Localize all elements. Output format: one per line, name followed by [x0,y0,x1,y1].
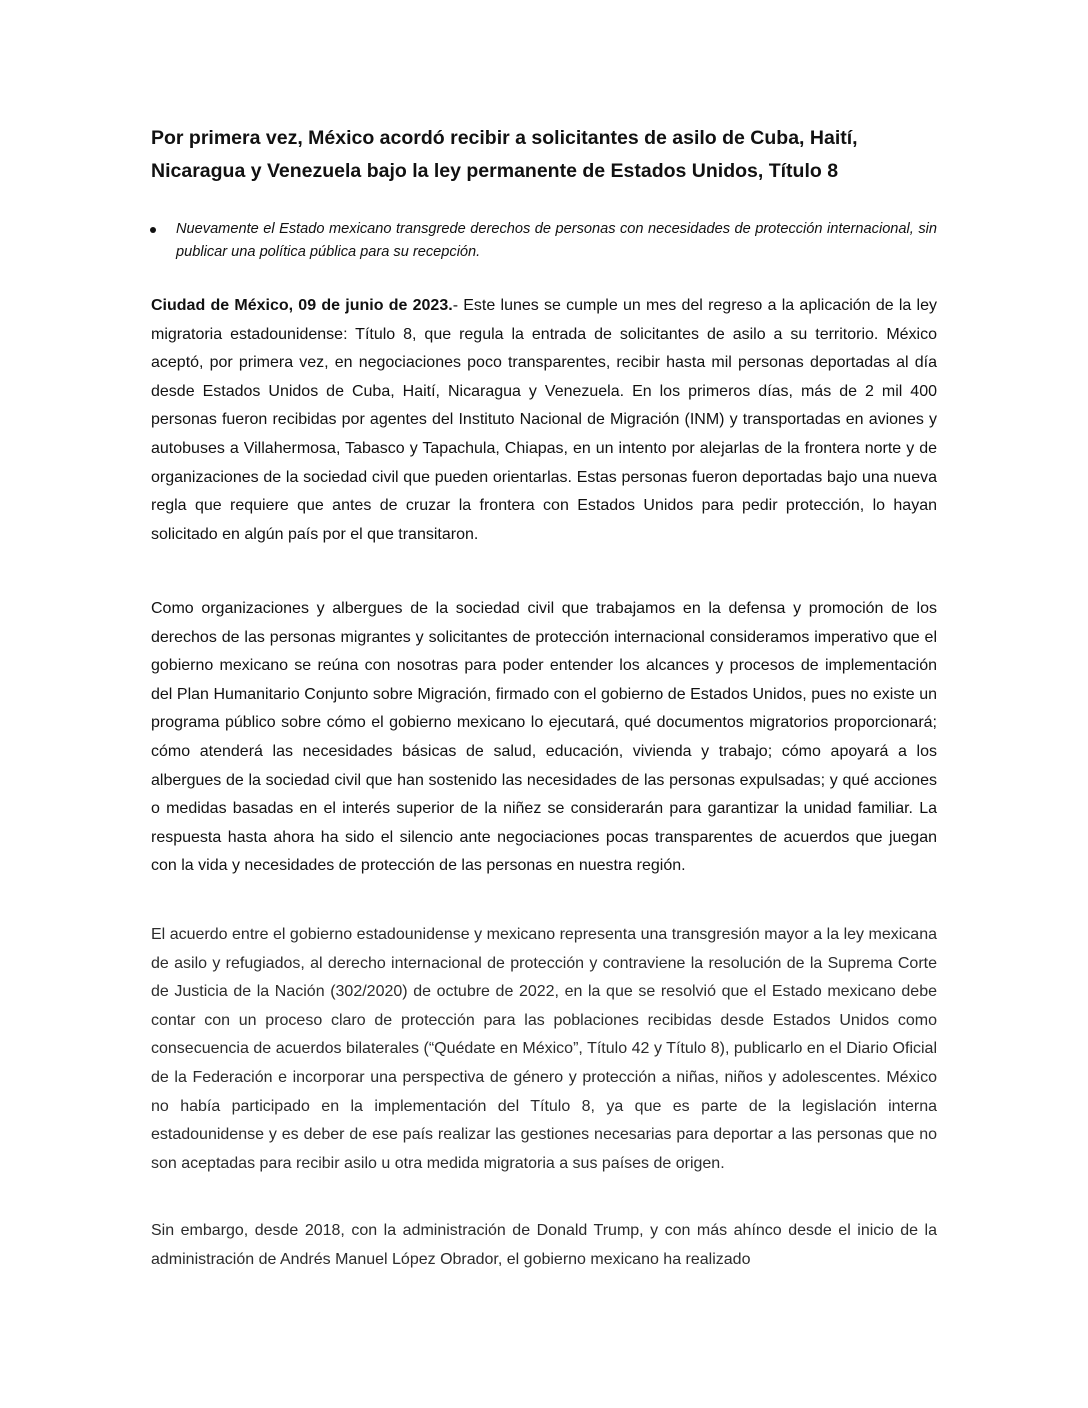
paragraph-2: Como organizaciones y albergues de la sociedad civil que trabajamos en la defensa y promoción de los derechos de las personas migrantes y solicitantes de protección internacional consideramos imperativo que el gobierno mexicano se reúna con nosotras para poder entender los alcances y procesos de implementación del Plan Humanitario Conjunto sobre Migración, firmado con el gobierno de Estados Unidos, pues no existe un programa público sobre cómo el gobierno mexicano lo ejecutará, qué documentos migratorios proporcionará; cómo atenderá las necesidades básicas de salud, educación, vivienda y trabajo; cómo apoyará a los albergues de la sociedad civil que han sostenido las necesidades de las personas expulsadas; y qué acciones o medidas basadas en el interés superior de la niñez se considerarán para garantizar la unidad familiar. La respuesta hasta ahora ha sido el silencio ante negociaciones pocas transparentes de acuerdos que juegan con la vida y necesidades de protección de las personas en nuestra región. [151,600,937,875]
bullet-icon [150,227,156,233]
document-body [151,122,938,1268]
paragraph-3: El acuerdo entre el gobierno estadounidense y mexicano representa una transgresión mayor a la ley mexicana de asilo y refugiados, al derecho internacional de protección y contraviene la resolución de la Suprema Corte de Justicia de la Nación (302/2020) de octubre de 2022, en la que se resolvió que el Estado mexicano debe contar con un proceso claro de protección para las poblaciones recibidas desde Estados Unidos como consecuencia de acuerdos bilaterales (“Quédate en México”, Título 42 y Título 8), publicarlo en el Diario Oficial de la Federación e incorporar una perspectiva de género y protección a niñas, niños y adolescentes. México no había participado en la implementación del Título 8, ya que es parte de la legislación interna estadounidense y es deber de ese país realizar las gestiones necesarias para deportar a las personas que no son aceptadas para recibir asilo u otra medida migratoria a sus países de origen. [151,926,937,1172]
dateline: Ciudad de México, 09 de junio de 2023. [151,297,453,314]
paragraph-4: Sin embargo, desde 2018, con la administración de Donald Trump, y con más ahínco desde el inicio de la administración de Andrés Manuel López Obrador, el gobierno mexicano ha realizado [151,1222,937,1268]
summary-bullet [151,218,937,264]
paragraph-1-text: - Este lunes se cumple un mes del regreso a la aplicación de la ley migratoria estadounidense: Título 8, que regula la entrada de solicitantes de asilo a su territorio. México aceptó, por primera vez, en negociaciones poco transparentes, recibir hasta mil personas deportadas al día desde Estados Unidos de Cuba, Haití, Nicaragua y Venezuela. En los primeros días, más de 2 mil 400 personas fueron recibidas por agentes del Instituto Nacional de Migración (INM) y transportadas en aviones y autobuses a Villahermosa, Tabasco y Tapachula, Chiapas, en un intento por alejarlas de la frontera norte y de organizaciones de la sociedad civil que pueden orientarlas. Estas personas fueron deportadas bajo una nueva regla que requiere que antes de cruzar la frontera con Estados Unidos para pedir protección, lo hayan solicitado en algún país por el que transitaron. [151,297,938,543]
summary-bullet-text: Nuevamente el Estado mexicano transgrede derechos de personas con necesidades de protección internacional, sin publicar una política pública para su recepción. [176,221,937,260]
summary-bullet-list [151,218,937,264]
paragraph-1 [151,292,937,549]
document-title: Por primera vez, México acordó recibir a solicitantes de asilo de Cuba, Haití, Nicaragua y Venezuela bajo la ley permanente de Estados Unidos, Título 8 [151,127,858,182]
